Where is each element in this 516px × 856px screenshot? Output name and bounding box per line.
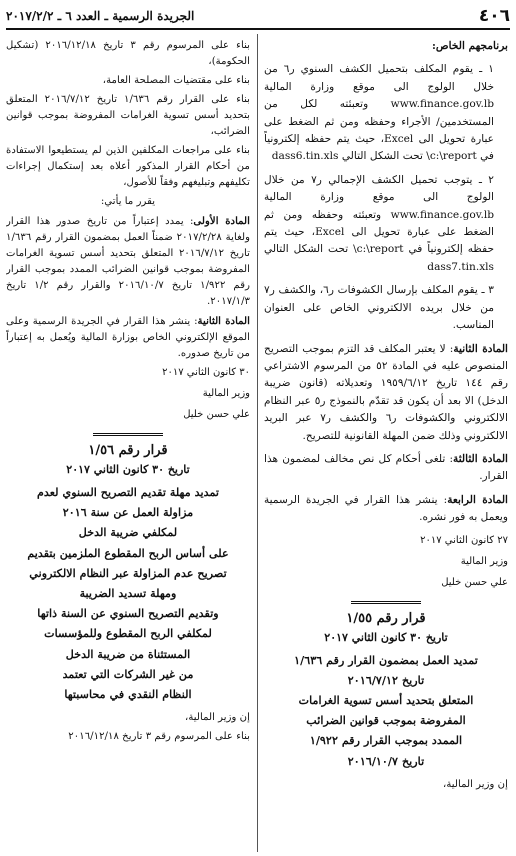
section-divider	[351, 601, 421, 604]
left-article-2-paragraph	[6, 313, 250, 362]
decree-55-intro: إن وزير المالية،	[443, 778, 508, 790]
decree-56-subject-line: لمكلفي الربح المقطوع وللمؤسسات	[44, 626, 212, 641]
left-signature-name: علي حسن خليل	[183, 409, 250, 420]
whereas-decree-3: بناء على المرسوم رقم ٣ تاريخ ٢٠١٦/١٢/١٨ (تشكيل الحكومة)،	[6, 40, 250, 67]
decree-56-subject-line: المستثناة من ضريبة الدخل	[65, 646, 191, 661]
decree-55-subject-line: تاريخ ٢٠١٦/١٠/٧	[347, 753, 425, 768]
decree-56-subject-line: ومهلة تسديد الضريبة	[79, 586, 177, 601]
page-number: ٤٠٦	[478, 6, 510, 26]
column-divider	[257, 34, 258, 852]
left-article-2-text: : ينشر هذا القرار في الجريدة الرسمية وعلى الموقع الإلكتروني الخاص بوزارة المالية ويُعمل به إعتباراً من تاريخ صدوره.	[6, 316, 250, 359]
left-article-2-label: المادة الثانية	[197, 315, 250, 327]
decree-55-date: تاريخ ٣٠ كانون الثاني ٢٠١٧	[324, 630, 448, 644]
decree-55-title: قرار رقم ١/٥٥	[346, 610, 426, 626]
article-3-text: : تلغى أحكام كل نص مخالف لمضمون هذا القرار.	[264, 452, 508, 483]
decree-56-subject-line: النظام النقدي في محاسبتها	[64, 687, 192, 702]
whereas-decision-636: بناء على القرار رقم ١/٦٣٦ تاريخ ٢٠١٦/٧/١٢ المتعلق بتحديد أسس تسوية الغرامات المفروضة بموجب قوانين الضرائب،	[6, 94, 250, 137]
decree-55-subject-line: المتعلق بتحديد أسس تسوية الغرامات	[298, 692, 474, 707]
decree-56-subject	[6, 482, 250, 704]
article-1-label: المادة الأولى	[193, 215, 250, 227]
programme-item-1: ١ ـ يقوم المكلف بتحميل الكشف السنوي ر٦ من خلال الولوج الى موقع وزارة المالية www.finance.gov.lb وتعبئته لكل من المستخدمين/ الأجراء وحفظه ومن ثم الضغط على عبارة تحويل الى Excel، حيث يتم حفظه إلكترونياً في c:\report\ تحت الشكل التالي dass6.tin.xls	[264, 63, 495, 163]
decree-55-subject-line: المفروضة بموجب قوانين الضرائب	[306, 713, 466, 728]
decree-56-subject-line: تصريح عدم المزاولة عبر النظام الالكتروني	[29, 565, 227, 580]
decree-55-subject-line: تمديد العمل بمضمون القرار رقم ١/٦٣٦	[294, 652, 478, 667]
left-signature-title: وزير المالية	[202, 388, 250, 399]
programme-heading: برنامجهم الخاص:	[431, 40, 508, 52]
decree-56-subject-line: وتقديم التصريح السنوي عن السنة ذاتها	[37, 606, 219, 621]
article-3-paragraph	[264, 451, 508, 486]
article-2-paragraph	[264, 341, 508, 445]
left-section-divider	[93, 433, 163, 436]
programme-item-2: ٢ ـ يتوجب تحميل الكشف الإجمالي ر٧ من خلال الولوج الى موقع وزارة المالية www.finance.gov.lb وتعبئته وحفظه ومن ثم الضغط على عبارة تحويل الى Excel، حيث يتم حفظه إلكترونياً في c:\report\ تحت الشكل التالي dass7.tin.xls	[264, 173, 495, 273]
left-signature-date: ٣٠ كانون الثاني ٢٠١٧	[162, 367, 250, 378]
gazette-issue-title: الجريدة الرسمية ـ العدد ٦ ـ ٢٠١٧/٢/٢	[6, 9, 195, 23]
signature-name: علي حسن خليل	[441, 576, 508, 588]
whereas-public-interest: بناء على مقتضيات المصلحة العامة،	[102, 75, 250, 86]
right-column	[264, 38, 508, 856]
article-4-label: المادة الرابعة	[447, 493, 508, 506]
decree-55-subject-line: الممدد بموجب القرار رقم ١/٩٢٢	[309, 733, 463, 748]
article-2-label: المادة الثانية	[453, 342, 508, 355]
signature-title: وزير المالية	[460, 555, 508, 567]
signature-date: ٢٧ كانون الثاني ٢٠١٧	[420, 534, 508, 546]
decree-55-subject	[264, 650, 508, 771]
article-4-paragraph	[264, 492, 508, 527]
decree-56-subject-line: تمديد مهلة تقديم التصريح السنوي لعدم	[36, 485, 220, 499]
decree-56-subject-line: لمكلفي ضريبة الدخل	[78, 525, 178, 540]
decree-56-subject-line: من غير الشركات التي تعتمد	[62, 666, 194, 681]
decree-55-subject-line: تاريخ ٢٠١٦/٧/١٢	[347, 672, 425, 687]
decree-56-intro: إن وزير المالية،	[185, 712, 250, 724]
decides-heading: يقرر ما يأتي:	[100, 196, 156, 207]
article-1-paragraph	[6, 213, 250, 310]
page-header	[6, 4, 510, 30]
whereas-taxpayer-reviews: بناء على مراجعات المكلفين الذين لم يستطيعوا الاستفادة من أحكام القرار المذكور أعلاه بعد إستكمال إجراءات تكليفهم وتبليغهم وفقاً للأصول،	[6, 145, 250, 188]
article-3-label: المادة الثالثة	[453, 452, 508, 465]
programme-item-3: ٣ ـ يقوم المكلف بإرسال الكشوفات ر٦، والكشف ر٧ من خلال بريده الالكتروني الخاص على العنوان المناسب.	[264, 284, 494, 332]
article-4-text: : ينشر هذا القرار في الجريدة الرسمية ويعمل به فور نشره.	[264, 493, 508, 524]
decree-56-title: قرار رقم ١/٥٦	[88, 443, 168, 458]
decree-56-first-whereas: بناء على المرسوم رقم ٣ تاريخ ٢٠١٦/١٢/١٨	[68, 731, 250, 743]
left-column	[6, 38, 250, 856]
article-2-text: : لا يعتبر المكلف قد التزم بموجب التصريح المنصوص عليه في المادة ٥٢ من المرسوم الاشتراعي رقم ١٤٤ تاريخ ١٩٥٩/٦/١٢ وتعديلاته (قانون ضريبة الدخل) الا بعد أن يكون قد تقدّم بالنموذج ر٥ عبر النظام الالكتروني والكشوفات ر٦ والكشف ر٧ عبر البريد الالكتروني وذلك ضمن المهلة القانونية للتصريح.	[264, 342, 508, 442]
decree-56-date: تاريخ ٣٠ كانون الثاني ٢٠١٧	[66, 463, 190, 476]
article-1-text: : يمدد إعتباراً من تاريخ صدور هذا القرار ولغاية ٢٠١٧/٢/٢٨ ضمناً العمل بمضمون القرار رقم ١/٦٣٦ تاريخ ٢٠١٦/٧/١٢ المتعلق بتحديد أسس تسوية الغرامات المفروضة بموجب قوانين الضرائب الممدد بموجب القرار رقم ١/٩٢٢ تاريخ ٢٠١٦/١٠/٧ والقرار رقم ١/٢ تاريخ ٢٠١٧/١/٣.	[6, 216, 250, 307]
decree-56-subject-line: مزاولة العمل عن سنة ٢٠١٦	[62, 505, 194, 520]
decree-56-subject-line: على أساس الربح المقطوع الملزمين بتقديم	[27, 545, 229, 560]
